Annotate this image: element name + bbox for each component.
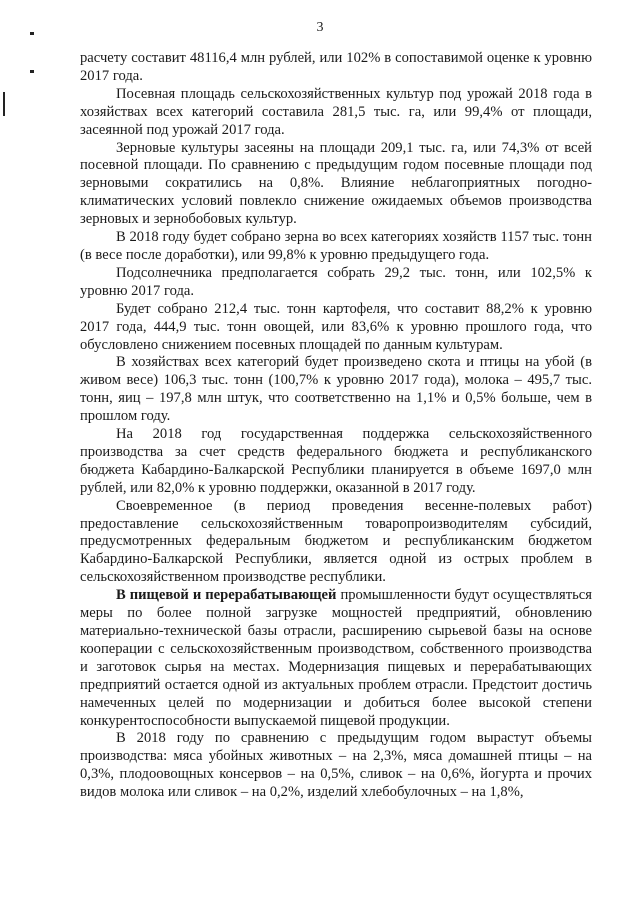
paragraph: Подсолнечника предполагается собрать 29,2 тыс. тонн, или 102,5% к уровню 2017 года.	[80, 264, 592, 299]
paragraph: На 2018 год государственная поддержка сельскохозяйственного производства за счет средств федерального бюджета и республиканского бюджета Кабардино-Балкарской Республики планируется в объеме 1697,0 млн рублей, или 82,0% к уровню поддержки, оказанной в 2017 году.	[80, 426, 592, 496]
paragraph: В 2018 году будет собрано зерна во всех категориях хозяйств 1157 тыс. тонн (в весе после доработки), или 99,8% к уровню предыдущего года.	[80, 229, 592, 263]
bold-lead: В пищевой и перерабатывающей	[116, 587, 337, 604]
paragraph: Своевременное (в период проведения весенне-полевых работ) предоставление сельскохозяйственным товаропроизводителям субсидий, предусмотренных федеральным бюджетом и республиканским бюджетом Кабардино-Балкарской Республики, является одной из острых проблем в сельскохозяйственном производстве республики.	[80, 497, 592, 586]
paragraph: В 2018 году по сравнению с предыдущим годом вырастут объемы производства: мяса убойных животных – на 2,3%, мяса домашней птицы – на 0,3%, плодоовощных консервов – на 0,5%, сливок – на 0,6%, йогурта и прочих видов молока или сливок – на 0,2%, изделий хлебобулочных – на 1,8%,	[80, 730, 592, 801]
scan-mark	[3, 92, 5, 116]
scan-mark	[30, 70, 34, 73]
paragraph: Зерновые культуры засеяны на площади 209,1 тыс. га, или 74,3% от всей посевной площади. По сравнению с предыдущим годом посевные площади под зерновыми сократились на 0,8%. Влияние неблагоприятных погодно-климатических условий повлекло снижение ожидаемых объемов производства зерновых и зернобобовых культур.	[80, 139, 592, 228]
paragraph: В хозяйствах всех категорий будет произведено скота и птицы на убой (в живом весе) 106,3 тыс. тонн (100,7% к уровню 2017 года), молока – 495,7 тыс. тонн, яиц – 197,8 млн штук, что соответственно на 1,1% и 0,5% больше, чем в прошлом году.	[80, 354, 592, 425]
paragraph: Будет собрано 212,4 тыс. тонн картофеля, что составит 88,2% к уровню 2017 года, 444,9 тыс. тонн овощей, или 83,6% к уровню прошлого года, что обусловлено снижением посевных площадей по данным культурам.	[80, 300, 592, 353]
industry-paragraph	[80, 587, 592, 730]
scan-mark	[30, 32, 34, 35]
page-number: 3	[316, 20, 324, 35]
paragraph: расчету составит 48116,4 млн рублей, или 102% в сопоставимой оценке к уровню 2017 года.	[80, 50, 592, 84]
paragraph: Посевная площадь сельскохозяйственных культур под урожай 2018 года в хозяйствах всех категорий составила 281,5 тыс. га, или 99,4% от площади, засеянной под урожай 2017 года.	[80, 85, 592, 138]
paragraph-text: промышленности будут осуществляться меры по более полной загрузке мощностей предприятий, обновлению материально-технической базы отрасли, расширению сырьевой базы на основе кооперации с сельскохозяйственным производством, собственного производства и заготовок сырья на местах. Модернизация пищевых и перерабатывающих предприятий остается одной из актуальных проблем отрасли. Предстоит достичь намеченных целей по модернизации и добиться более высокой степени конкурентоспособности выпускаемой пищевой продукции.	[80, 587, 592, 729]
body-text	[80, 50, 592, 802]
